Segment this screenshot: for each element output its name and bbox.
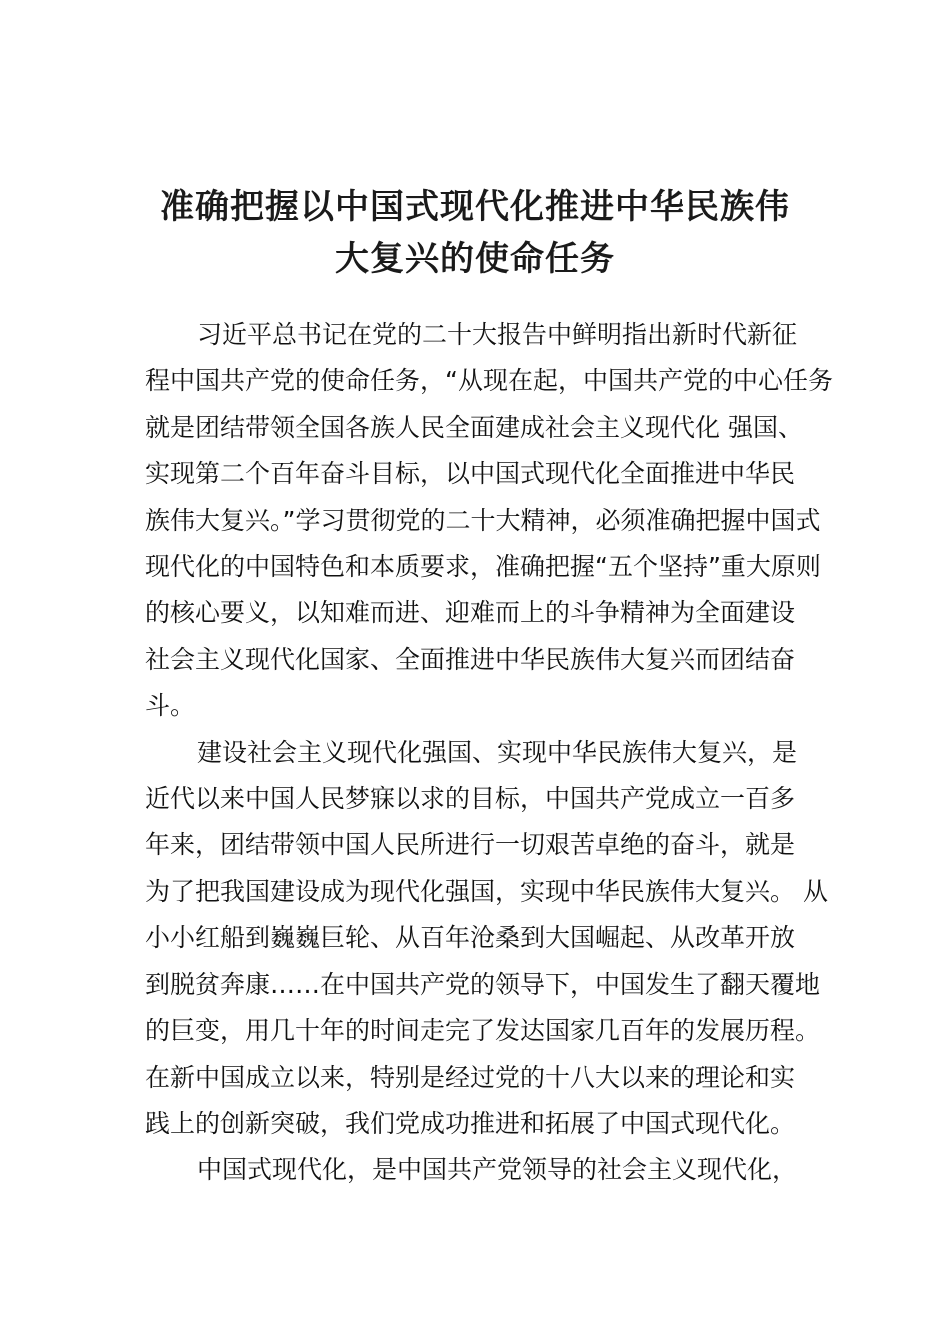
title-line-1: 准确把握以中国式现代化推进中华民族伟 — [160, 186, 790, 227]
paragraph-line: 建设社会主义现代化强国、实现中华民族伟大复兴，是 — [197, 737, 798, 767]
paragraph-2 — [145, 730, 828, 1148]
paragraph-line: 中国式现代化，是中国共产党领导的社会主义现代化， — [197, 1155, 798, 1185]
paragraph-line: 就是团结带领全国各族人民全面建成社会主义现代化 强国、 — [145, 412, 803, 442]
paragraph-line: 为了把我国建设成为现代化强国，实现中华民族伟大复兴。 从 — [145, 876, 828, 906]
paragraph-line: 践上的创新突破，我们党成功推进和拓展了中国式现代化。 — [145, 1108, 796, 1138]
paragraph-line: 实现第二个百年奋斗目标，以中国式现代化全面推进中华民 — [145, 459, 796, 489]
document-title — [120, 181, 830, 285]
title-line-2: 大复兴的使命任务 — [335, 238, 615, 279]
paragraph-line: 族伟大复兴。”学习贯彻党的二十大精神，必须准确把握中国式 — [145, 505, 821, 535]
paragraph-line: 年来，团结带领中国人民所进行一切艰苦卓绝的奋斗，就是 — [145, 830, 796, 860]
paragraph-3 — [145, 1147, 813, 1193]
paragraph-line: 现代化的中国特色和本质要求，准确把握“五个坚持”重大原则 — [145, 552, 821, 582]
document-body — [145, 312, 833, 1194]
paragraph-line: 近代以来中国人民梦寐以求的目标，中国共产党成立一百多 — [145, 784, 796, 814]
paragraph-line: 社会主义现代化国家、全面推进中华民族伟大复兴而团结奋 — [145, 644, 796, 674]
paragraph-line: 习近平总书记在党的二十大报告中鲜明指出新时代新征 — [197, 320, 798, 349]
paragraph-line: 斗。 — [145, 691, 196, 721]
paragraph-1 — [145, 312, 833, 730]
paragraph-line: 程中国共产党的使命任务，“从现在起，中国共产党的中心任务 — [145, 366, 833, 396]
paragraph-line: 到脱贫奔康……在中国共产党的领导下，中国发生了翻天覆地 — [145, 969, 821, 999]
paragraph-line: 的核心要义，以知难而进、迎难而上的斗争精神为全面建设 — [145, 598, 796, 628]
paragraph-line: 小小红船到巍巍巨轮、从百年沧桑到大国崛起、从改革开放 — [145, 923, 796, 953]
paragraph-line: 在新中国成立以来，特别是经过党的十八大以来的理论和实 — [145, 1062, 796, 1092]
paragraph-line: 的巨变，用几十年的时间走完了发达国家几百年的发展历程。 — [145, 1016, 821, 1046]
